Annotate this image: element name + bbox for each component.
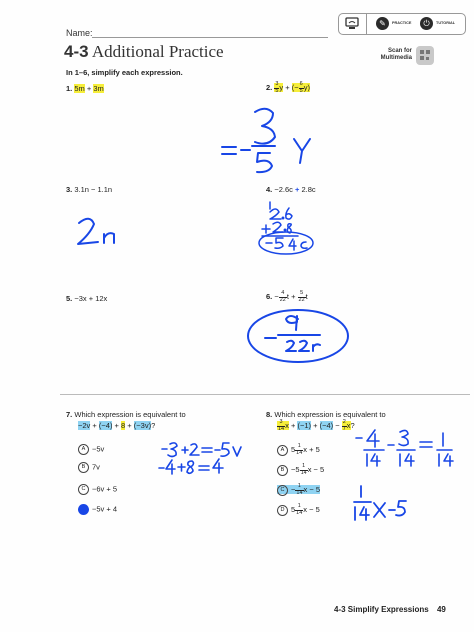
problem-6: 6. − $\frac{4}{22}$ t + $\frac{5}{22}$ t [266,290,308,303]
q8-choice-a[interactable]: A 5 $\frac{1}{14}$ x + 5 [277,444,320,456]
practice-label[interactable]: PRACTICE [392,21,412,25]
q8-choice-d[interactable]: D 5 $\frac{1}{14}$ x − 5 [277,504,320,516]
choice-bubble-b[interactable]: B [78,462,89,473]
q8-term-2: (−1) [297,420,311,430]
q8-term-1: $\frac{3}{14}$ x [278,419,289,432]
hw-p6-answer [248,310,348,362]
footer-section: 4-3 Simplify Expressions [334,605,429,614]
tutorial-label[interactable]: TUTORIAL [436,21,456,25]
instructions: In 1–6, simplify each expression. [66,68,183,77]
term-3m: 3m [93,84,104,93]
problem-2: 2. $\frac{3}{5}$ y + (− $\frac{6}{5}$ y) [266,81,310,94]
choice-bubble-c[interactable]: C [78,484,89,495]
practice-icon[interactable]: ✎ [376,17,389,30]
choice-bubble-d[interactable]: D [277,505,288,516]
q8-expression: $\frac{3}{14}$ x + (−1) + (−4) − $\frac{2}{7}$ x? [278,419,355,432]
q7-choice-c[interactable]: C −6v + 5 [78,484,117,495]
q7-question: 7. Which expression is equivalent to [66,410,186,419]
q7-choice-d[interactable]: D −5v + 4 [78,504,117,515]
hw-q8-answer [354,486,406,520]
hw-p2-answer [222,109,310,172]
q8-choice-b[interactable]: B −5 $\frac{1}{14}$ x − 5 [277,464,324,476]
hw-q8-work [356,430,453,466]
q7-choice-a[interactable]: A −5v [78,444,104,455]
choice-bubble-a[interactable]: A [277,445,288,456]
choice-bubble-c[interactable]: C [277,485,288,496]
q7-term-4: (−3v) [133,421,152,430]
term-neg-6-5y: (− $\frac{6}{5}$ y) [291,81,310,94]
hw-p3-answer [78,219,114,244]
term-3-5y: $\frac{3}{5}$ y [275,81,284,94]
footer [334,605,446,614]
q8-term-3: (−4) [319,420,334,430]
page-number: 49 [436,605,446,614]
problem-3: 3. 3.1n − 1.1n [66,185,113,194]
hw-p4-work [259,202,313,254]
tutorial-icon[interactable]: ⏻ [420,17,433,30]
q8-choice-c[interactable]: C − $\frac{1}{14}$ x − 5 [277,484,320,496]
term-5m: 5m [74,84,85,93]
choice-bubble-a[interactable]: A [78,444,89,455]
q7-term-1: −2v [78,421,91,430]
problem-1: 1. 5m + 3m [66,84,104,93]
scan-text: Scan for Multimedia [380,48,412,61]
problem-5: 5. −3x + 12x [66,294,108,303]
name-label: Name: [66,28,93,38]
problem-4: 4. −2.6c + 2.8c [266,185,316,194]
q8-term-4: $\frac{2}{7}$ x [342,419,351,432]
q7-expression: −2v + (−4) + 8 + (−3v)? [78,421,156,430]
q8-question: 8. Which expression is equivalent to [266,410,386,419]
lesson-number: 4-3 [64,42,89,61]
q7-term-2: (−4) [98,421,113,430]
choice-bubble-b[interactable]: B [277,465,288,476]
hw-q7-work [159,443,241,474]
lesson-title: Additional Practice [91,42,224,61]
q7-term-3: 8 [121,421,126,430]
q7-choice-b[interactable]: B 7v [78,462,100,473]
choice-bubble-d-filled[interactable]: D [78,504,89,515]
